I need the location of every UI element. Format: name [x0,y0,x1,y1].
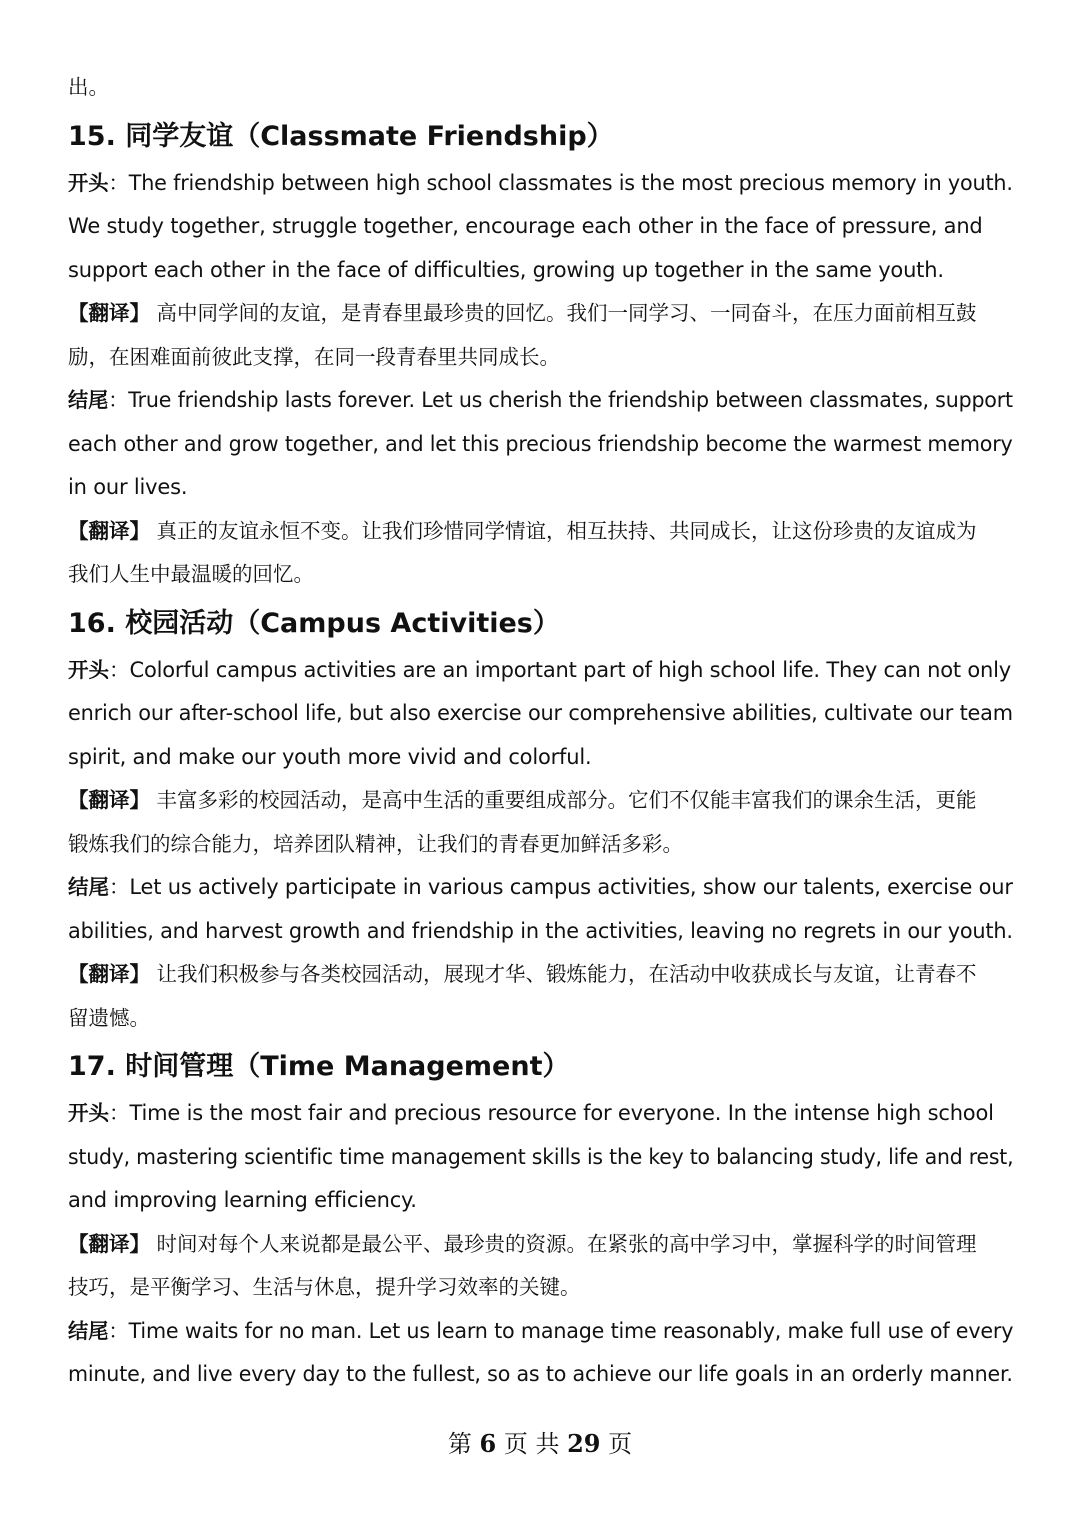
section-heading: 15. 同学友谊（Classmate Friendship） [68,120,614,152]
current-page-number: 6 [479,1429,497,1458]
closing-text: Time waits for no man. Let us learn to manage time reasonably, make full use of every [128,1318,1014,1343]
colon: ： [108,388,129,412]
opening-line-1 [68,1092,1013,1136]
closing-label: 结尾 [68,1318,109,1343]
opening-text: The friendship between high school classmates is the most precious memory in youth. [128,170,1013,195]
translation-text: 真正的友谊永恒不变。让我们珍惜同学情谊，相互扶持、共同成长，让这份珍贵的友谊成为 [156,518,977,543]
translation-line-1 [68,779,1013,823]
footer-prefix: 第 [447,1430,472,1458]
colon: ： [108,170,129,195]
section-16 [68,609,1013,1041]
translation-line-1 [68,953,1013,997]
translation-text: 高中同学间的友谊，是青春里最珍贵的回忆。我们一同学习、一同奋斗，在压力面前相互鼓 [156,301,977,325]
footer-middle: 页 共 [503,1430,560,1458]
translation-text: 丰富多彩的校园活动，是高中生活的重要组成部分。它们不仅能丰富我们的课余生活，更能 [156,788,977,812]
opening-line-2: study, mastering scientific time management skills is the key to balancing study, life and rest, [68,1144,1014,1169]
translation-label: 【翻译】 [68,301,150,325]
opening-line-1 [68,649,1013,693]
translation-line-2: 锻炼我们的综合能力，培养团队精神，让我们的青春更加鲜活多彩。 [68,831,683,856]
translation-line-1 [68,1223,1013,1267]
colon: ： [108,875,130,899]
translation-text: 让我们积极参与各类校园活动，展现才华、锻炼能力，在活动中收获成长与友谊，让青春不 [156,962,977,986]
translation-line-2: 技巧，是平衡学习、生活与休息，提升学习效率的关键。 [68,1275,581,1299]
colon: ： [108,1318,129,1343]
closing-line-1 [68,866,1012,910]
opening-line-1 [68,162,1013,206]
opening-label: 开头 [68,1101,109,1125]
translation-line-2: 我们人生中最温暖的回忆。 [68,562,314,586]
translation-line-1 [68,510,1013,554]
section-15 [68,122,1013,597]
translation-label: 【翻译】 [68,518,150,543]
section-heading: 17. 时间管理（Time Management） [68,1051,570,1082]
colon: ： [109,1101,130,1125]
closing-text: Let us actively participate in various campus activities, show our talents, exercise our [129,875,1013,899]
closing-text: True friendship lasts forever. Let us cherish the friendship between classmates, support [128,388,1013,412]
translation-line-1 [68,292,1013,336]
total-page-count: 29 [567,1429,601,1458]
closing-line-3: in our lives. [68,475,188,499]
section-heading: 16. 校园活动（Campus Activities） [68,607,560,639]
translation-label: 【翻译】 [68,788,150,812]
page-footer [0,1428,1080,1460]
footer-suffix: 页 [608,1430,633,1458]
closing-line-1 [68,1310,1014,1354]
translation-label: 【翻译】 [68,1231,150,1256]
translation-line-2: 励，在困难面前彼此支撑，在同一段青春里共同成长。 [68,344,560,369]
closing-line-2: each other and grow together, and let this precious friendship become the warmest memory [68,431,1013,456]
closing-line-2: abilities, and harvest growth and friendship in the activities, leaving no regrets in our youth. [68,918,1013,943]
opening-text: Time is the most fair and precious resource for everyone. In the intense high school [129,1101,994,1125]
carryover-text: 出。 [68,75,109,99]
translation-line-2: 留遗憾。 [68,1005,150,1030]
closing-line-2: minute, and live every day to the fullest, so as to achieve our life goals in an orderly manner. [68,1362,1013,1386]
opening-line-3: and improving learning efficiency. [68,1188,417,1212]
document-page [68,66,1013,1397]
opening-line-3: spirit, and make our youth more vivid and colorful. [68,744,592,769]
opening-line-2: enrich our after-school life, but also exercise our comprehensive abilities, cultivate our team [68,701,1013,725]
translation-text: 时间对每个人来说都是最公平、最珍贵的资源。在紧张的高中学习中，掌握科学的时间管理 [156,1231,977,1256]
opening-line-3: support each other in the face of difficulties, growing up together in the same youth. [68,257,944,282]
opening-label: 开头 [68,657,109,682]
opening-line-2: We study together, struggle together, encourage each other in the face of pressure, and [68,214,983,238]
translation-label: 【翻译】 [68,962,150,986]
closing-label: 结尾 [68,875,109,899]
section-17 [68,1052,1013,1397]
colon: ： [109,657,130,682]
opening-label: 开头 [68,170,109,195]
closing-label: 结尾 [68,388,109,412]
opening-text: Colorful campus activities are an important part of high school life. They can not only [129,657,1012,682]
closing-line-1 [68,379,1013,423]
